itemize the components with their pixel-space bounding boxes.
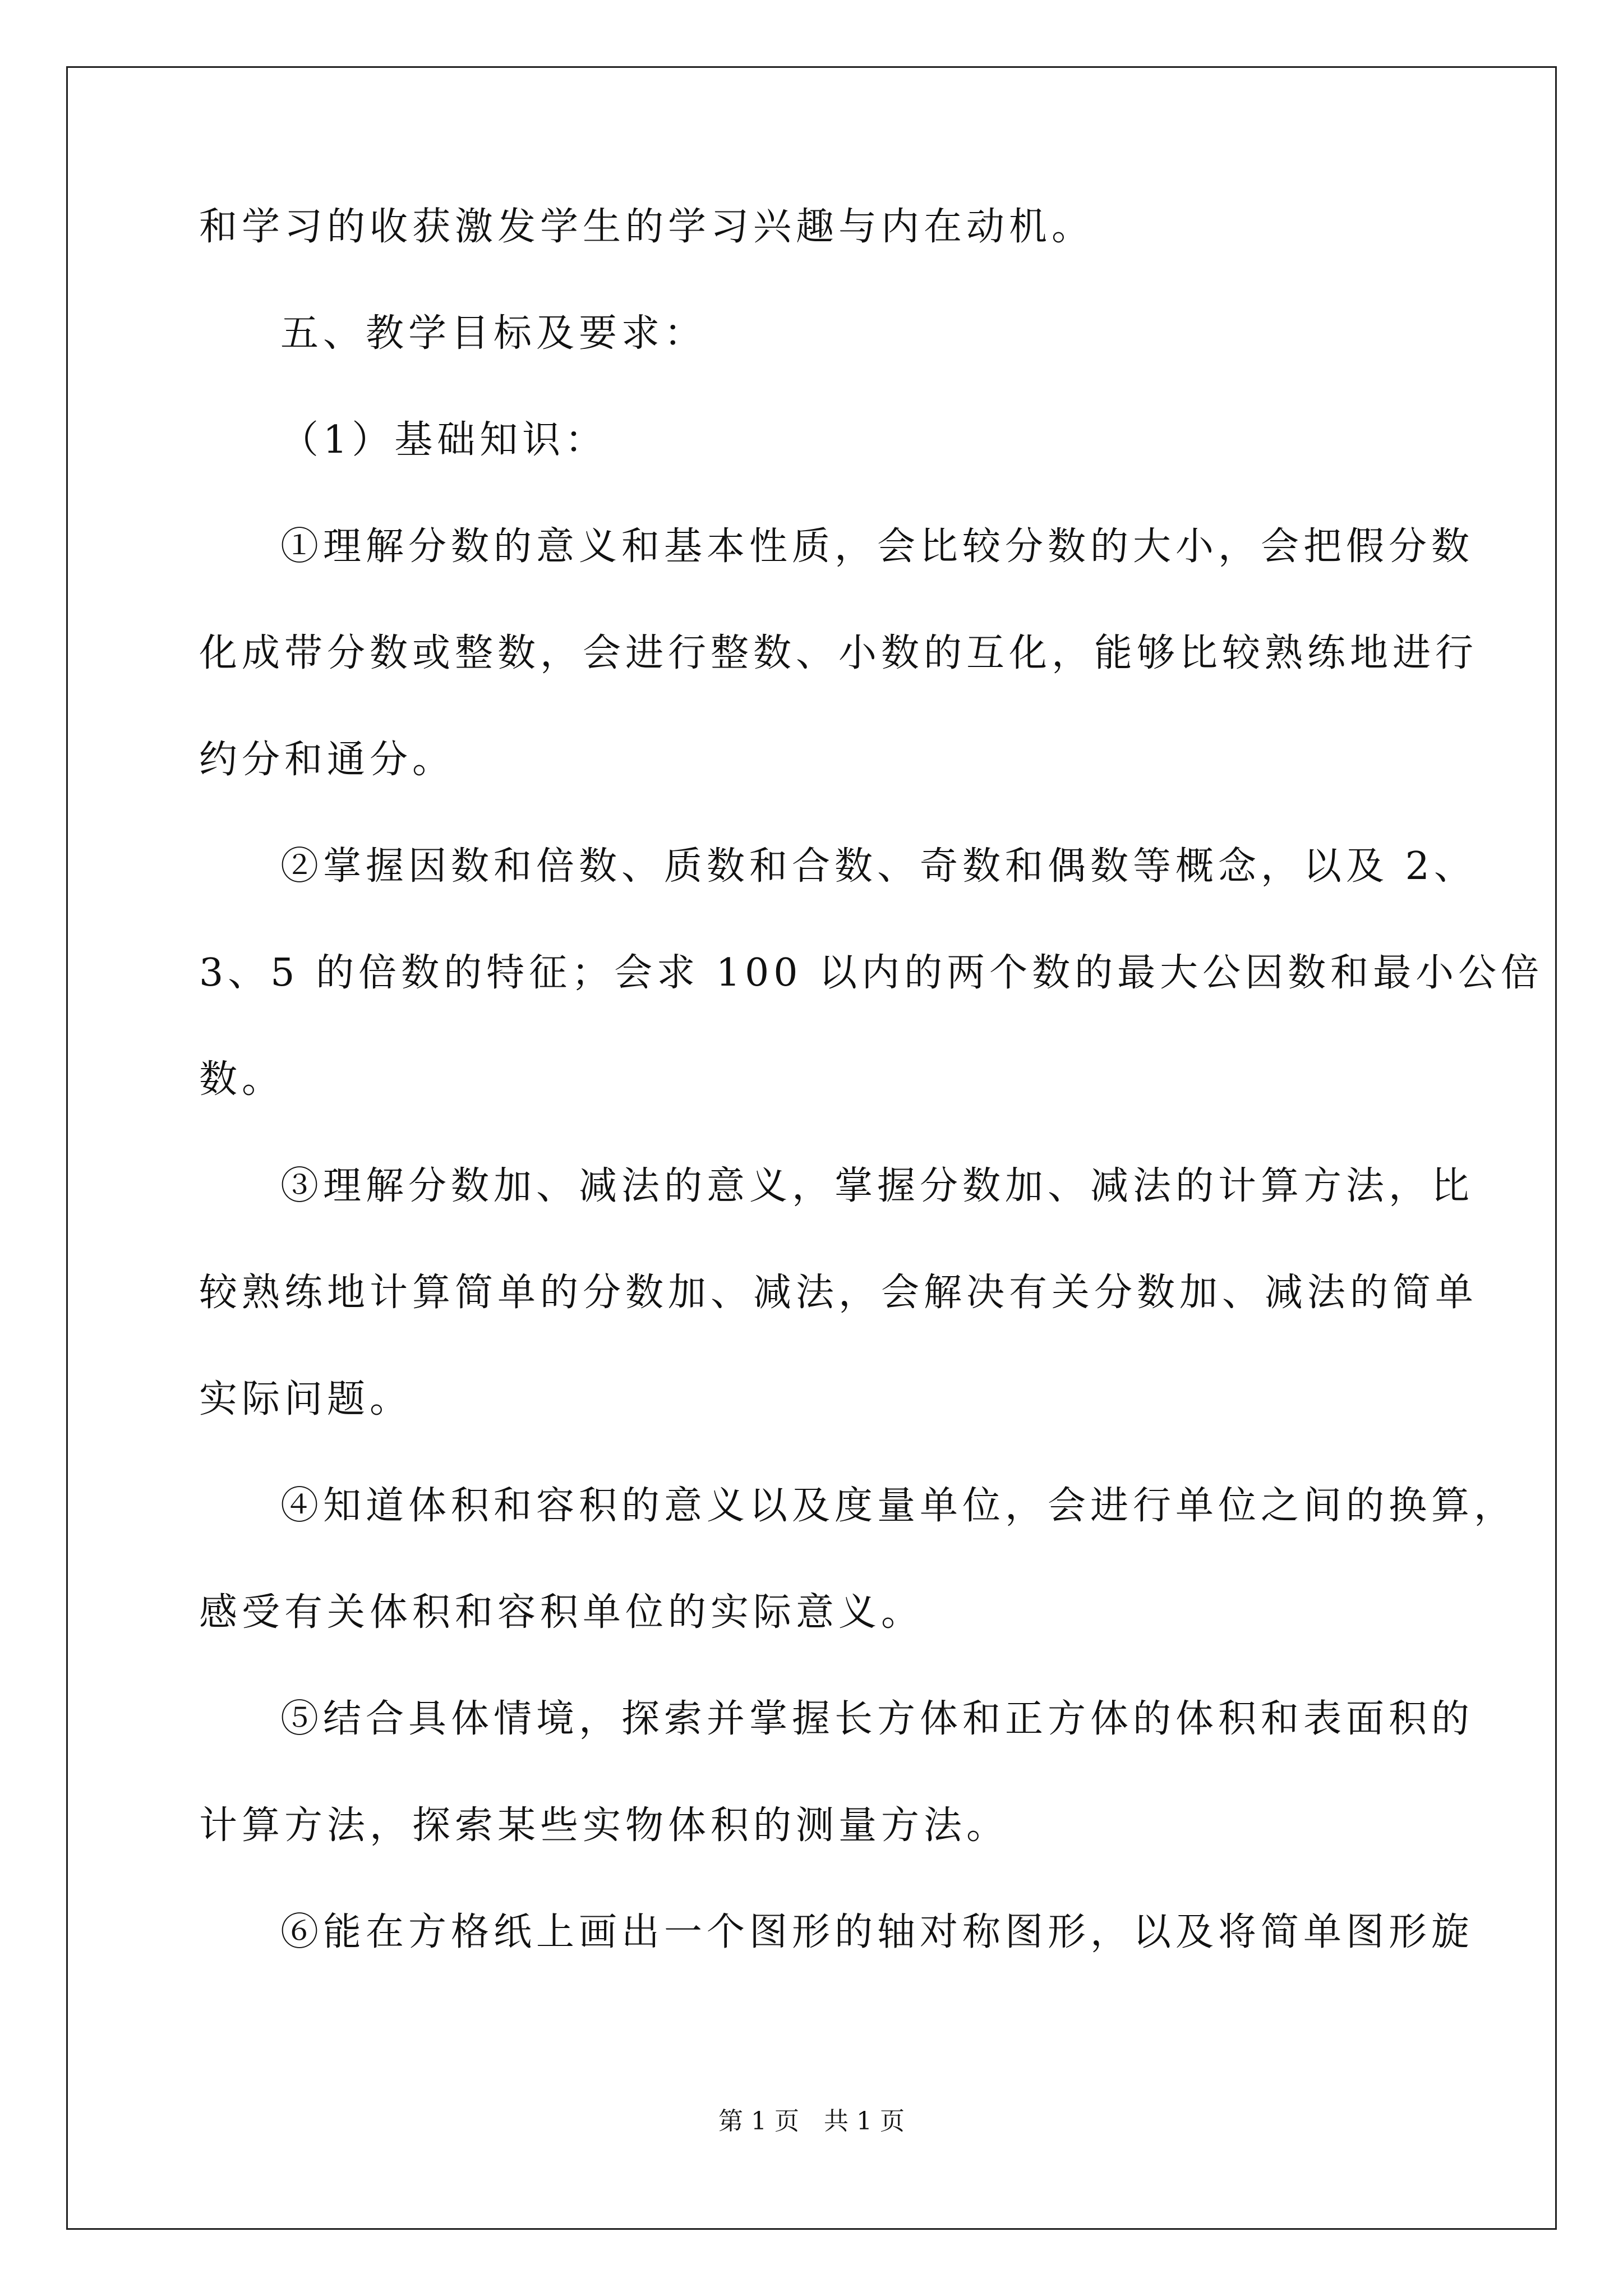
text-line: ③理解分数加、减法的意义，掌握分数加、减法的计算方法，比 xyxy=(280,1164,1474,1208)
text-line: 数。 xyxy=(199,1057,285,1102)
text-line: ②掌握因数和倍数、质数和合数、奇数和偶数等概念，以及 2、 xyxy=(280,844,1477,889)
text-line: 3、5 的倍数的特征；会求 100 以内的两个数的最大公因数和最小公倍 xyxy=(199,951,1544,995)
text-line: 约分和通分。 xyxy=(199,738,455,782)
text-line: ①理解分数的意义和基本性质，会比较分数的大小，会把假分数 xyxy=(280,524,1474,569)
text-line: 计算方法，探索某些实物体积的测量方法。 xyxy=(199,1803,1009,1848)
text-line: 化成带分数或整数，会进行整数、小数的互化，能够比较熟练地进行 xyxy=(199,631,1478,675)
section-heading: 五、教学目标及要求： xyxy=(280,311,707,356)
page-border xyxy=(66,66,1557,2230)
subsection-heading: （1）基础知识： xyxy=(280,418,608,462)
text-line: ④知道体积和容积的意义以及度量单位，会进行单位之间的换算， xyxy=(280,1484,1517,1528)
text-line: 感受有关体积和容积单位的实际意义。 xyxy=(199,1590,924,1635)
text-line: 实际问题。 xyxy=(199,1377,413,1421)
text-line: ⑤结合具体情境，探索并掌握长方体和正方体的体积和表面积的 xyxy=(280,1697,1474,1741)
page-number-footer: 第 1 页 共 1 页 xyxy=(718,2107,905,2136)
text-line: 较熟练地计算简单的分数加、减法，会解决有关分数加、减法的简单 xyxy=(199,1271,1478,1315)
text-line: 和学习的收获激发学生的学习兴趣与内在动机。 xyxy=(199,205,1095,249)
text-line: ⑥能在方格纸上画出一个图形的轴对称图形，以及将简单图形旋 xyxy=(280,1910,1474,1954)
